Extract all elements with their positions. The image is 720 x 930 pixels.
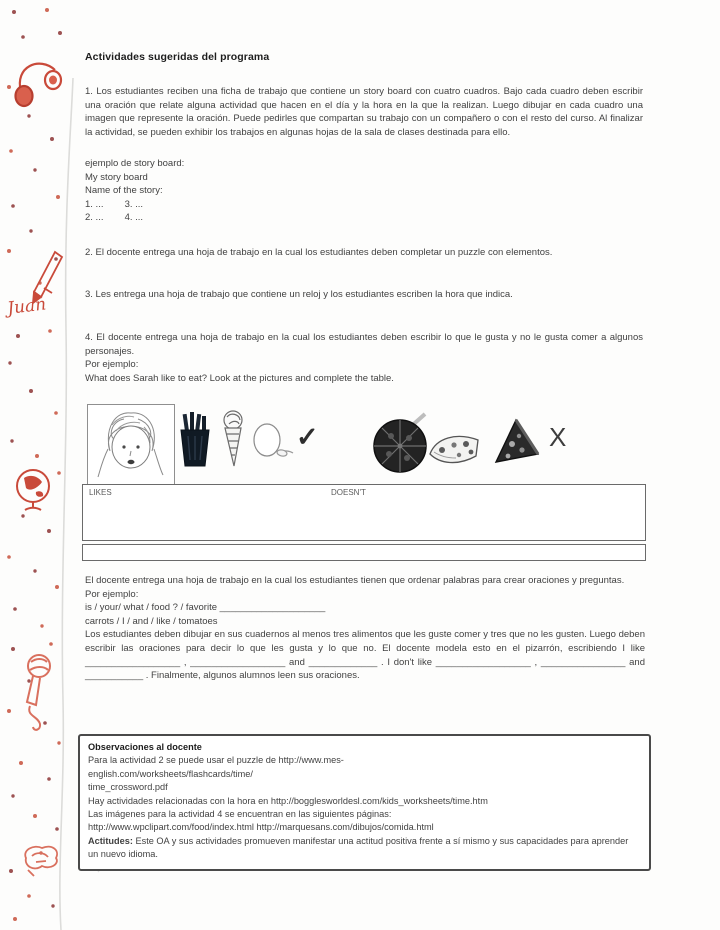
torn-edge: [60, 78, 73, 930]
page-title: Actividades sugeridas del programa: [85, 51, 270, 63]
teacher-notes-line-4: Hay actividades relacionadas con la hora en http://bogglesworldesl.com/kids_worksheets/time.htm: [88, 795, 488, 806]
storyboard-title: My story board: [85, 171, 148, 183]
teacher-notes-attitudes-line: [88, 835, 641, 862]
doesnt-column-header: DOESN'T: [331, 488, 366, 497]
attitudes-text: Este OA y sus actividades promueven manifestar una actitud positiva frente a sí mismo y sus capacidades para aprender un nuevo idioma.: [88, 835, 629, 860]
activity-2-paragraph: 2. El docente entrega una hoja de trabajo en la cual los estudiantes deben completar un puzzle con elementos.: [85, 247, 553, 258]
teacher-notes-line-1: Para la actividad 2 se puede usar el puzzle de http://www.mes-: [88, 755, 344, 766]
storyboard-example-label: ejemplo de story board:: [85, 158, 185, 169]
unscramble-sentence-2: carrots / I / and / like / tomatoes: [85, 615, 218, 627]
x-icon: X: [549, 422, 567, 452]
unscramble-main-paragraph: Los estudiantes deben dibujar en sus cuadernos al menos tres alimentos que les guste comer y tres que no les gusten. Luego deben escribir las oraciones para decir lo que les gusta y lo que no. El docente modela esto en el pizarrón, escribiendo I like __________________ , __________________ and _____________ . I don't like __________________ , ________________ and ___________ . Finalmente, algunos alumnos leen sus oraciones.: [85, 629, 645, 682]
teacher-notes-box: [78, 734, 651, 871]
girl-photo: [87, 404, 175, 486]
teacher-notes-line-2: english.com/worksheets/flashcards/time/: [88, 768, 253, 779]
activity-4-block: [85, 331, 643, 385]
unscramble-intro: El docente entrega una hoja de trabajo en la cual los estudiantes tienen que ordenar palabras para crear oraciones y preguntas.: [85, 575, 625, 586]
activity-4-example-label: Por ejemplo:: [85, 359, 139, 371]
unscramble-sentence-1: is / your/ what / food ? / favorite ____________________: [85, 602, 326, 614]
scribble-icon: [25, 847, 57, 876]
microphone-icon: [27, 655, 50, 730]
attitudes-label: Actitudes:: [88, 835, 133, 846]
storyboard-row-1: 1. ... 3. ...: [85, 198, 144, 210]
girl-sketch: [88, 405, 174, 484]
ice-cream-icon: [221, 408, 245, 475]
star-dots: [7, 8, 62, 921]
likes-column-header: LIKES: [89, 488, 112, 497]
unscramble-example-label: Por ejemplo:: [85, 588, 139, 600]
signature-doodle: Juan: [6, 294, 48, 319]
fries-icon: [180, 412, 210, 473]
activity-3-paragraph: 3. Les entrega una hoja de trabajo que contiene un reloj y los estudiantes escriben la hora que indica.: [85, 289, 513, 300]
pizza-slice-icon: [492, 416, 542, 477]
teacher-notes-title: Observaciones al docente: [88, 742, 202, 752]
egg-icon: [253, 422, 295, 467]
teacher-notes-line-5: Las imágenes para la actividad 4 se encuentran en las siguientes páginas:: [88, 809, 392, 820]
headphones-icon: [16, 64, 62, 106]
storyboard-name-line: Name of the story:: [85, 185, 163, 197]
storyboard-example: [85, 157, 385, 225]
check-icon: ✓: [296, 422, 319, 452]
activity-4-paragraph: 4. El docente entrega una hoja de trabajo en la cual los estudiantes deben escribir lo que le gusta y no le gusta comer a algunos personajes.: [85, 332, 643, 357]
storyboard-row-2: 2. ... 4. ...: [85, 212, 144, 224]
cheese-icon: [428, 428, 484, 471]
unscramble-block: [85, 574, 645, 683]
activity-4-example: What does Sarah like to eat? Look at the pictures and complete the table.: [85, 372, 394, 384]
globe-icon: [17, 470, 49, 510]
teacher-notes-line-3: time_crossword.pdf: [88, 782, 168, 793]
teacher-notes-line-6: http://www.wpclipart.com/food/index.html http://marquesans.com/dibujos/comida.html: [88, 822, 434, 833]
likes-table-bottom-row: [82, 544, 646, 561]
pizza-icon: [373, 412, 433, 481]
likes-table: [82, 484, 646, 541]
activity-1-paragraph: 1. Los estudiantes reciben una ficha de trabajo que contiene un story board con cuatro cuadros. Bajo cada cuadro deben escribir una oración que relate alguna actividad que hacen en el día y la hora en la que la realizan. Luego dibujar en cada cuadro una imagen que represente la oración. Puede pedirles que compartan su trabajo con un compañero o con el resto del curso. Al finalizar la actividad, se pueden exhibir los trabajos en algunas hojas de la sala de clases destinada para ello.: [85, 86, 643, 138]
